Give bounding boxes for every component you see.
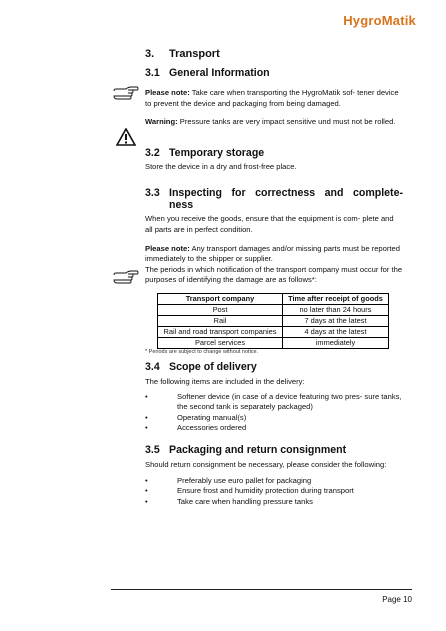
section-3-heading: 3. Transport bbox=[145, 48, 220, 60]
delivery-intro: The following items are included in the delivery: bbox=[145, 376, 305, 386]
section-3-5-heading: 3.5 Packaging and return consignment bbox=[145, 443, 347, 456]
list-item: • Operating manual(s) bbox=[145, 412, 247, 422]
table-row bbox=[158, 304, 389, 315]
table-cell: Rail and road transport companies bbox=[158, 326, 283, 337]
table-row bbox=[158, 315, 389, 326]
hygromatik-logo: HygroMatik bbox=[343, 13, 416, 28]
list-item: • Ensure frost and humidity protection during transport bbox=[145, 486, 354, 496]
storage-text: Store the device in a dry and frost-free place. bbox=[145, 161, 297, 171]
table-cell: 7 days at the latest bbox=[283, 315, 389, 326]
note-damages: Please note: Any transport damages and/or missing parts must be reported immediately to the shipper or supplier. bbox=[145, 243, 400, 264]
table-cell: no later than 24 hours bbox=[283, 304, 389, 315]
table-header-row bbox=[158, 293, 389, 304]
periods-text: The periods in which notification of the transport company must occur for the purposes of identifying the damage are as follows*: bbox=[145, 264, 403, 285]
table-cell: immediately bbox=[283, 337, 389, 348]
section-3-2-heading: 3.2 Temporary storage bbox=[145, 146, 265, 159]
list-item: • Softener device (in case of a device featuring two pres- sure tanks, the second tank is separately packaged) bbox=[145, 391, 402, 412]
table-row bbox=[158, 337, 389, 348]
section-3-3-heading: 3.3 Inspecting for correctness and complete- ness bbox=[145, 187, 403, 212]
footer-divider bbox=[111, 589, 412, 590]
transport-periods-table bbox=[157, 293, 389, 349]
page-content bbox=[145, 48, 403, 507]
warning-icon bbox=[116, 128, 136, 146]
table-header: Transport company bbox=[158, 293, 283, 304]
section-3-4-heading: 3.4 Scope of delivery bbox=[145, 360, 257, 373]
section-3-1-heading: 3.1 General Information bbox=[145, 67, 270, 79]
inspection-text: When you receive the goods, ensure that the equipment is com- plete and all parts are in perfect condition. bbox=[145, 214, 394, 234]
table-cell: Parcel services bbox=[158, 337, 283, 348]
list-item: • Accessories ordered bbox=[145, 423, 247, 433]
table-header: Time after receipt of goods bbox=[283, 293, 389, 304]
table-cell: Post bbox=[158, 304, 283, 315]
table-cell: 4 days at the latest bbox=[283, 326, 389, 337]
return-intro: Should return consignment be necessary, please consider the following: bbox=[145, 459, 387, 469]
page-number: Page 10 bbox=[382, 595, 412, 604]
pointing-hand-icon bbox=[113, 270, 139, 285]
delivery-list bbox=[145, 392, 403, 434]
list-item: • Preferably use euro pallet for packaging bbox=[145, 475, 312, 485]
table-cell: Rail bbox=[158, 315, 283, 326]
pointing-hand-icon bbox=[113, 86, 139, 101]
table-row bbox=[158, 326, 389, 337]
note-transport: Please note: Take care when transporting the HygroMatik sof- tener device to prevent the device and packaging from being damaged. bbox=[145, 88, 399, 108]
warning-pressure-tanks: Warning: Pressure tanks are very impact sensitive und must not be rolled. bbox=[145, 117, 396, 127]
table-footnote: * Periods are subject to change without notice. bbox=[145, 348, 259, 355]
list-item: • Take care when handling pressure tanks bbox=[145, 496, 313, 506]
return-list bbox=[145, 476, 403, 508]
